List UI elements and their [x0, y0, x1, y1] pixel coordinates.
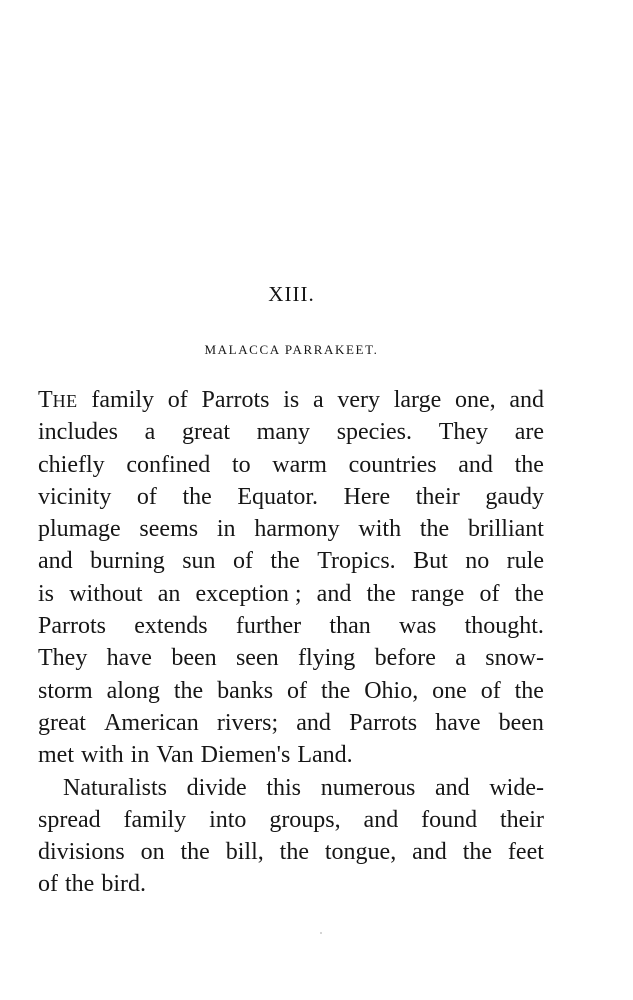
word: and	[458, 451, 493, 478]
word: family	[91, 387, 155, 413]
word: further	[235, 613, 302, 640]
word: sun	[182, 548, 216, 575]
word: of	[167, 387, 188, 413]
word: the	[514, 580, 544, 607]
word: on	[140, 839, 165, 866]
text-line	[38, 868, 544, 900]
text-line	[38, 804, 544, 836]
text-line	[38, 610, 544, 642]
word: warm	[272, 451, 327, 478]
small-caps-part: HE	[52, 391, 78, 411]
word: They	[38, 645, 88, 672]
word: exception ;	[195, 580, 302, 607]
word: of	[232, 548, 253, 575]
word: the	[419, 516, 450, 543]
word: brilliant	[467, 516, 544, 543]
word: But	[413, 548, 448, 575]
word: than	[329, 613, 371, 640]
word: met	[38, 742, 74, 769]
word: divide	[186, 774, 247, 801]
word: with	[358, 516, 402, 543]
word: rivers;	[216, 709, 279, 736]
word: the	[173, 677, 204, 704]
word: the	[180, 839, 210, 866]
word: one	[432, 677, 467, 704]
word: bird.	[101, 871, 146, 898]
word: the	[65, 871, 95, 898]
word: Parrots	[201, 387, 270, 413]
text-line	[38, 772, 544, 804]
text-line	[38, 642, 544, 674]
word: to	[231, 451, 251, 478]
word: along	[106, 677, 160, 704]
text-line	[38, 416, 544, 448]
word: spread	[38, 806, 101, 833]
word: and	[509, 387, 544, 413]
word: Van	[156, 742, 194, 769]
word: the	[279, 839, 309, 866]
small-caps-part: T	[38, 387, 53, 413]
word: snow-	[485, 645, 544, 672]
word: been	[171, 645, 217, 672]
word: confined	[126, 451, 211, 478]
text-line	[38, 449, 544, 481]
word: is	[38, 580, 55, 607]
body-text	[38, 384, 544, 901]
word: and	[363, 806, 399, 833]
word: been	[498, 709, 544, 736]
word: many	[256, 419, 310, 446]
word: great	[38, 709, 86, 736]
word: range	[411, 580, 465, 607]
word: a	[455, 645, 466, 672]
word: countries	[348, 451, 437, 478]
word: great	[182, 419, 230, 446]
word: in	[216, 516, 236, 543]
paragraph	[38, 384, 544, 772]
word: found	[421, 806, 478, 833]
paper-speck	[320, 932, 322, 934]
word: one,	[454, 387, 496, 413]
word: was	[399, 613, 437, 640]
word: of	[287, 677, 308, 704]
word: the	[182, 483, 212, 510]
word: burning	[90, 548, 165, 575]
word: are	[514, 419, 544, 446]
word: banks	[217, 677, 274, 704]
text-line	[38, 578, 544, 610]
word: Tropics.	[317, 548, 396, 575]
word: seen	[235, 645, 279, 672]
text-line	[38, 513, 544, 545]
word: seems	[139, 516, 199, 543]
word: the	[462, 839, 493, 866]
word: They	[438, 419, 488, 446]
word: their	[415, 483, 460, 510]
word: this	[266, 774, 302, 801]
word: thought.	[464, 613, 544, 640]
word: the	[320, 677, 351, 704]
word: Here	[343, 483, 391, 510]
word: includes	[38, 419, 118, 446]
word: with	[81, 742, 124, 769]
word: bill,	[225, 839, 264, 866]
word: without	[69, 580, 143, 607]
word: the	[514, 677, 544, 704]
word: of	[136, 483, 157, 510]
word: Naturalists	[63, 774, 167, 801]
word: large	[393, 387, 442, 413]
word: rule	[506, 548, 544, 575]
chapter-number: XIII.	[268, 282, 315, 306]
word: is	[283, 387, 300, 413]
word: vicinity	[38, 483, 112, 510]
word: and	[412, 839, 447, 866]
word: Equator.	[237, 483, 318, 510]
word: of	[480, 677, 501, 704]
word: storm	[38, 677, 93, 704]
word: of	[38, 871, 58, 898]
word: American	[104, 709, 199, 736]
chapter-title: MALACCA PARRAKEET.	[204, 342, 379, 357]
text-line	[38, 481, 544, 513]
word: a	[144, 419, 156, 446]
small-caps-opening	[38, 384, 78, 416]
word: the	[514, 451, 544, 478]
word: and	[316, 580, 352, 607]
word: chiefly	[38, 451, 105, 478]
word: tongue,	[324, 839, 397, 866]
word: extends	[134, 613, 208, 640]
word: before	[374, 645, 436, 672]
word: have	[435, 709, 481, 736]
word: and	[296, 709, 331, 736]
word: of	[479, 580, 500, 607]
word: have	[106, 645, 152, 672]
word: family	[123, 806, 187, 833]
text-line	[38, 545, 544, 577]
word: and	[435, 774, 470, 801]
word: groups,	[269, 806, 341, 833]
text-line	[38, 739, 544, 771]
word: numerous	[320, 774, 416, 801]
word: into	[209, 806, 247, 833]
word: wide-	[489, 774, 544, 801]
text-line	[38, 675, 544, 707]
word: Ohio,	[364, 677, 419, 704]
word: and	[38, 548, 73, 575]
word: an	[157, 580, 181, 607]
word: divisions	[38, 839, 125, 866]
paragraph	[38, 772, 544, 901]
word: Land.	[297, 742, 353, 769]
word: a	[312, 387, 324, 413]
word: feet	[507, 839, 544, 866]
word: their	[499, 806, 544, 833]
word: harmony	[254, 516, 340, 543]
word: gaudy	[485, 483, 544, 510]
text-line	[38, 707, 544, 739]
word: plumage	[38, 516, 121, 543]
word: Diemen's	[200, 742, 291, 769]
word: in	[130, 742, 150, 769]
word: no	[465, 548, 490, 575]
word: the	[366, 580, 396, 607]
word: Parrots	[349, 709, 418, 736]
word: Parrots	[38, 613, 106, 640]
word: species.	[336, 419, 412, 446]
word: the	[270, 548, 300, 575]
word: very	[337, 387, 380, 413]
text-line	[38, 836, 544, 868]
word: flying	[297, 645, 356, 672]
text-line	[38, 384, 544, 416]
